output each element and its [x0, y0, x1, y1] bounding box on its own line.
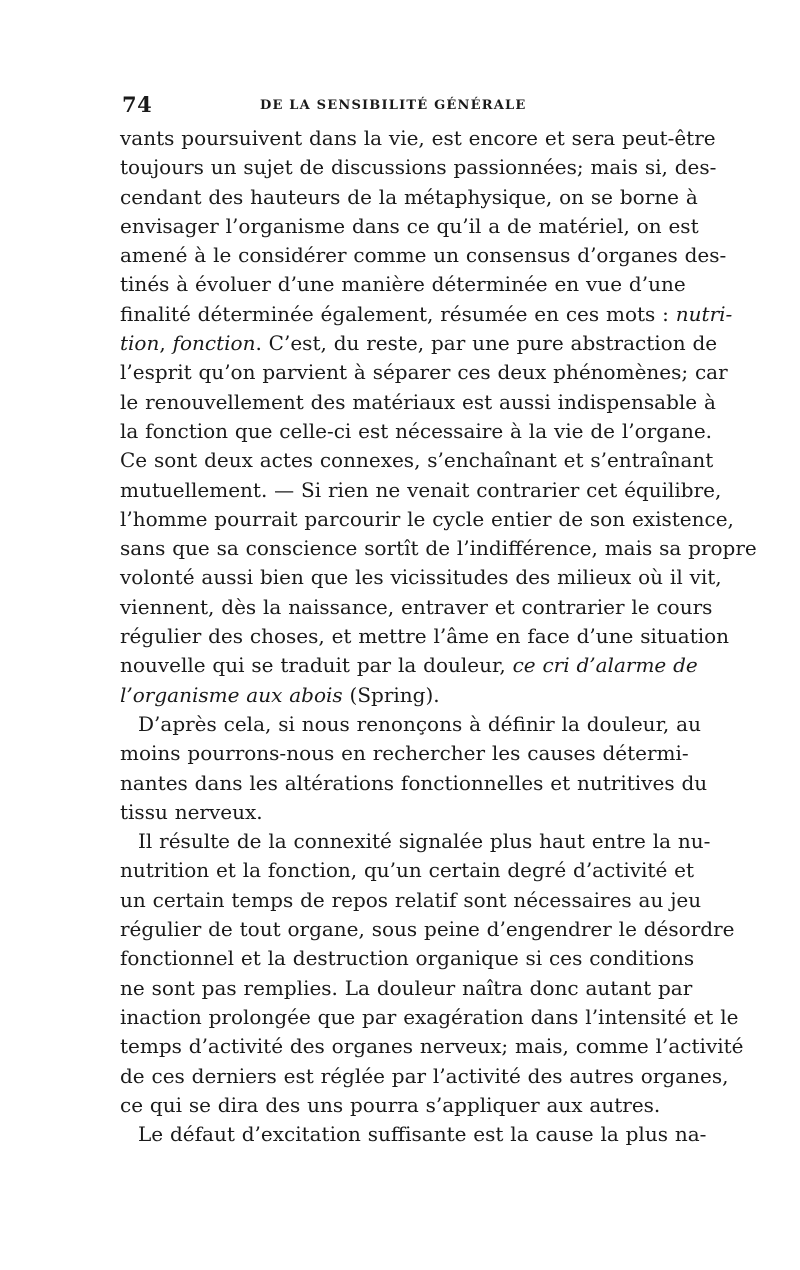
text-line	[120, 358, 728, 387]
text-line	[120, 534, 757, 563]
text-line	[120, 974, 693, 1003]
text-line	[120, 476, 722, 505]
text-segment: nouvelle qui se traduit par la douleur,	[120, 653, 513, 678]
text-segment: moins pourrons-nous en rechercher les causes détermi-	[120, 741, 689, 766]
text-segment: le renouvellement des matériaux est aussi indispensable à	[120, 389, 716, 414]
text-segment: ce qui se dira des uns pourra s’appliquer aux autres.	[120, 1092, 661, 1117]
italic-text: l’organisme aux abois	[120, 682, 343, 707]
text-line	[120, 739, 689, 768]
text-segment: nantes dans les altérations fonctionnelles et nutritives du	[120, 770, 708, 795]
running-head	[120, 92, 676, 122]
text-line	[120, 124, 716, 153]
text-segment: toujours un sujet de discussions passionnées; mais si, des-	[120, 155, 717, 180]
running-title: DE LA SENSIBILITÉ GÉNÉRALE	[260, 98, 527, 113]
text-line	[120, 1032, 744, 1061]
text-line	[120, 329, 718, 358]
text-segment: Le défaut d’excitation suffisante est la cause la plus na-	[138, 1122, 707, 1147]
text-line	[120, 1062, 729, 1091]
text-line	[120, 915, 735, 944]
text-segment: Ce sont deux actes connexes, s’enchaînant et s’entraînant	[120, 448, 714, 473]
text-line	[120, 212, 699, 241]
italic-text: nutri-	[675, 301, 733, 326]
text-segment: viennent, dès la naissance, entraver et contrarier le cours	[120, 594, 713, 619]
text-line	[120, 505, 734, 534]
text-segment: la fonction que celle-ci est nécessaire à la vie de l’organe.	[120, 418, 713, 443]
text-segment: D’après cela, si nous renonçons à définir la douleur, au	[138, 711, 701, 736]
text-segment: un certain temps de repos relatif sont nécessaires au jeu	[120, 887, 702, 912]
text-line	[120, 827, 711, 856]
text-line	[120, 798, 676, 827]
text-line	[120, 769, 708, 798]
text-segment: ,	[159, 331, 173, 356]
text-segment: (Spring).	[342, 682, 440, 707]
text-line	[120, 417, 713, 446]
text-line	[120, 856, 695, 885]
text-line	[120, 241, 727, 270]
text-line	[120, 300, 733, 329]
text-line	[120, 563, 722, 592]
text-line	[120, 1003, 739, 1032]
text-segment: fonctionnel et la destruction organique si ces conditions	[120, 946, 695, 971]
text-line	[120, 446, 714, 475]
text-line	[120, 1091, 676, 1120]
italic-text: tion	[120, 331, 160, 356]
text-segment: l’esprit qu’on parvient à séparer ces deux phénomènes; car	[120, 360, 728, 385]
text-line	[120, 622, 730, 651]
text-line	[120, 270, 686, 299]
text-line	[120, 944, 695, 973]
text-segment: finalité déterminée également, résumée en ces mots :	[120, 301, 676, 326]
text-segment: sans que sa conscience sortît de l’indifférence, mais sa propre	[120, 536, 757, 561]
text-segment: tinés à évoluer d’une manière déterminée en vue d’une	[120, 272, 686, 297]
italic-text: ce cri d’alarme de	[512, 653, 698, 678]
text-line	[120, 681, 676, 710]
text-line	[120, 593, 713, 622]
page-number: 74	[122, 92, 153, 117]
text-segment: nutrition et la fonction, qu’un certain degré d’activité et	[120, 858, 695, 883]
text-segment: mutuellement. — Si rien ne venait contrarier cet équilibre,	[120, 477, 722, 502]
text-segment: ne sont pas remplies. La douleur naîtra donc autant par	[120, 975, 693, 1000]
text-segment: tissu nerveux.	[120, 799, 263, 824]
text-line	[120, 388, 716, 417]
body-text	[120, 124, 757, 1149]
text-line	[120, 886, 702, 915]
book-page	[120, 92, 757, 1149]
text-segment: envisager l’organisme dans ce qu’il a de matériel, on est	[120, 213, 699, 238]
text-segment: volonté aussi bien que les vicissitudes des milieux où il vit,	[120, 565, 722, 590]
text-segment: inaction prolongée que par exagération dans l’intensité et le	[120, 1004, 739, 1029]
text-segment: . C’est, du reste, par une pure abstraction de	[255, 331, 718, 356]
text-segment: régulier des choses, et mettre l’âme en face d’une situation	[120, 624, 730, 649]
text-segment: cendant des hauteurs de la métaphysique, on se borne à	[120, 184, 698, 209]
text-line	[120, 710, 701, 739]
text-segment: amené à le considérer comme un consensus d’organes des-	[120, 243, 727, 268]
text-line	[120, 183, 698, 212]
text-segment: de ces derniers est réglée par l’activité des autres organes,	[120, 1063, 729, 1088]
text-segment: vants poursuivent dans la vie, est encore et sera peut-être	[120, 126, 716, 150]
italic-text: fonction	[172, 331, 256, 356]
text-segment: temps d’activité des organes nerveux; mais, comme l’activité	[120, 1034, 744, 1059]
text-segment: Il résulte de la connexité signalée plus haut entre la nu-	[138, 829, 711, 854]
text-line	[120, 1120, 707, 1149]
text-line	[120, 153, 717, 182]
text-segment: l’homme pourrait parcourir le cycle entier de son existence,	[120, 506, 734, 531]
text-segment: régulier de tout organe, sous peine d’engendrer le désordre	[120, 917, 735, 942]
text-line	[120, 651, 698, 680]
